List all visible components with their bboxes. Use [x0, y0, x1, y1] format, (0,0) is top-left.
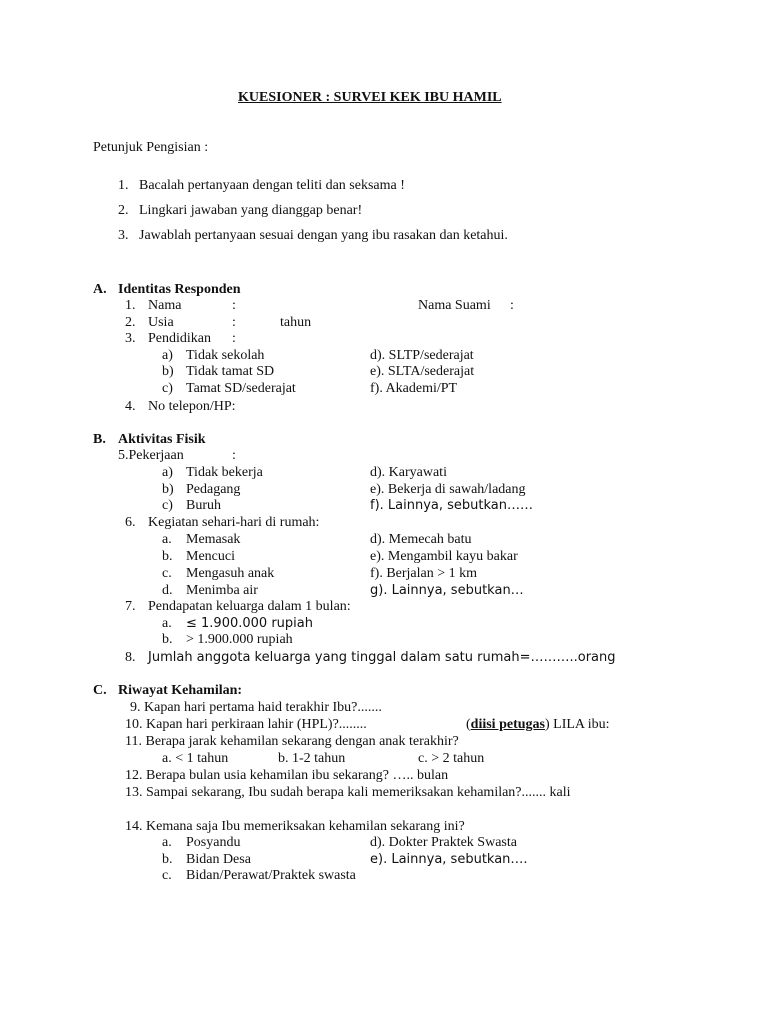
option-text: Tidak tamat SD: [186, 364, 275, 379]
section-letter: A.: [93, 282, 107, 297]
option-key: a.: [162, 616, 172, 631]
option-text: Buruh: [186, 498, 221, 513]
question-label: Nama: [148, 298, 182, 313]
question-label: Usia: [148, 315, 174, 330]
option-key: a): [162, 465, 173, 480]
option-text: f). Akademi/PT: [370, 381, 458, 396]
option-text: Bidan Desa: [186, 852, 251, 867]
petugas-note: [466, 716, 610, 733]
question-text: Kegiatan sehari-hari di rumah:: [148, 515, 320, 530]
instruction-number: 1.: [118, 178, 129, 193]
section-letter: B.: [93, 432, 106, 447]
petugas-paren: (: [466, 717, 471, 732]
question-number: 1.: [125, 298, 136, 313]
question-number: 7.: [125, 599, 136, 614]
question-colon: :: [232, 298, 236, 313]
option-text: e). Bekerja di sawah/ladang: [370, 482, 526, 497]
option-text: b. 1-2 tahun: [278, 751, 346, 766]
option-key: c): [162, 498, 173, 513]
option-text: f). Berjalan > 1 km: [370, 566, 478, 581]
question-number: 6.: [125, 515, 136, 530]
option-key: b): [162, 482, 174, 497]
question-text: Pendapatan keluarga dalam 1 bulan:: [148, 599, 351, 614]
section-heading: Aktivitas Fisik: [118, 432, 206, 447]
question-text: 14. Kemana saja Ibu memeriksakan kehamilan sekarang ini?: [125, 819, 465, 834]
option-key: a.: [162, 532, 172, 547]
option-text: Tidak sekolah: [186, 348, 265, 363]
option-text: e). SLTA/sederajat: [370, 364, 475, 379]
question-text: 9. Kapan hari pertama haid terakhir Ibu?.......: [130, 700, 382, 715]
question-text: 12. Berapa bulan usia kehamilan ibu sekarang? ….. bulan: [125, 768, 449, 783]
question-number: 4.: [125, 399, 136, 414]
option-key: c): [162, 381, 173, 396]
option-text: c. > 2 tahun: [418, 751, 485, 766]
option-text: e). Lainnya, sebutkan….: [370, 852, 528, 867]
question-colon: :: [510, 298, 514, 313]
option-text: Mengasuh anak: [186, 566, 275, 581]
option-text: g). Lainnya, sebutkan…: [370, 583, 524, 598]
option-text: Tidak bekerja: [186, 465, 263, 480]
option-text: a. < 1 tahun: [162, 751, 229, 766]
section-letter: C.: [93, 683, 107, 698]
option-text: d). Karyawati: [370, 465, 447, 480]
option-key: d.: [162, 583, 173, 598]
option-text: Menimba air: [186, 583, 258, 598]
instruction-number: 3.: [118, 228, 129, 243]
option-key: b): [162, 364, 174, 379]
petugas-label: diisi petugas: [470, 717, 545, 732]
option-text: Posyandu: [186, 835, 241, 850]
question-text: 10. Kapan hari perkiraan lahir (HPL)?........: [125, 717, 367, 732]
question-colon: :: [232, 331, 236, 346]
option-text: Pedagang: [186, 482, 241, 497]
question-text: 11. Berapa jarak kehamilan sekarang dengan anak terakhir?: [125, 734, 459, 749]
option-key: b.: [162, 632, 173, 647]
question-colon: :: [232, 448, 236, 463]
option-text: Memasak: [186, 532, 241, 547]
option-key: b.: [162, 549, 173, 564]
option-key: c.: [162, 868, 172, 883]
question-label: 5.Pekerjaan: [118, 448, 184, 463]
instruction-number: 2.: [118, 203, 129, 218]
instruction-text: Jawablah pertanyaan sesuai dengan yang ibu rasakan dan ketahui.: [139, 228, 508, 243]
question-number: 2.: [125, 315, 136, 330]
instructions-heading: Petunjuk Pengisian :: [93, 140, 209, 155]
option-text: Bidan/Perawat/Praktek swasta: [186, 868, 356, 883]
question-label: Nama Suami: [418, 298, 491, 313]
question-colon: :: [232, 315, 236, 330]
option-key: a.: [162, 835, 172, 850]
option-text: Tamat SD/sederajat: [186, 381, 296, 396]
question-unit: tahun: [280, 315, 312, 330]
instruction-text: Bacalah pertanyaan dengan teliti dan seksama !: [139, 178, 405, 193]
question-number: 3.: [125, 331, 136, 346]
question-text: 13. Sampai sekarang, Ibu sudah berapa kali memeriksakan kehamilan?....... kali: [125, 785, 571, 800]
question-label: No telepon/HP:: [148, 399, 236, 414]
section-heading: Identitas Responden: [118, 282, 241, 297]
lila-label: ) LILA ibu:: [544, 717, 610, 732]
option-text: ≤ 1.900.000 rupiah: [186, 616, 313, 631]
question-text: Jumlah anggota keluarga yang tinggal dalam satu rumah=………..orang: [148, 650, 616, 665]
option-text: d). Dokter Praktek Swasta: [370, 835, 517, 850]
option-text: d). Memecah batu: [370, 532, 472, 547]
option-key: b.: [162, 852, 173, 867]
question-number: 8.: [125, 650, 136, 665]
option-key: c.: [162, 566, 172, 581]
page-title: KUESIONER : SURVEI KEK IBU HAMIL: [238, 90, 502, 105]
option-text: Mencuci: [186, 549, 235, 564]
instruction-text: Lingkari jawaban yang dianggap benar!: [139, 203, 363, 218]
option-text: d). SLTP/sederajat: [370, 348, 474, 363]
option-text: f). Lainnya, sebutkan……: [370, 498, 534, 513]
option-key: a): [162, 348, 173, 363]
question-label: Pendidikan: [148, 331, 211, 346]
option-text: > 1.900.000 rupiah: [186, 632, 293, 647]
option-text: e). Mengambil kayu bakar: [370, 549, 518, 564]
section-heading: Riwayat Kehamilan:: [118, 683, 243, 698]
